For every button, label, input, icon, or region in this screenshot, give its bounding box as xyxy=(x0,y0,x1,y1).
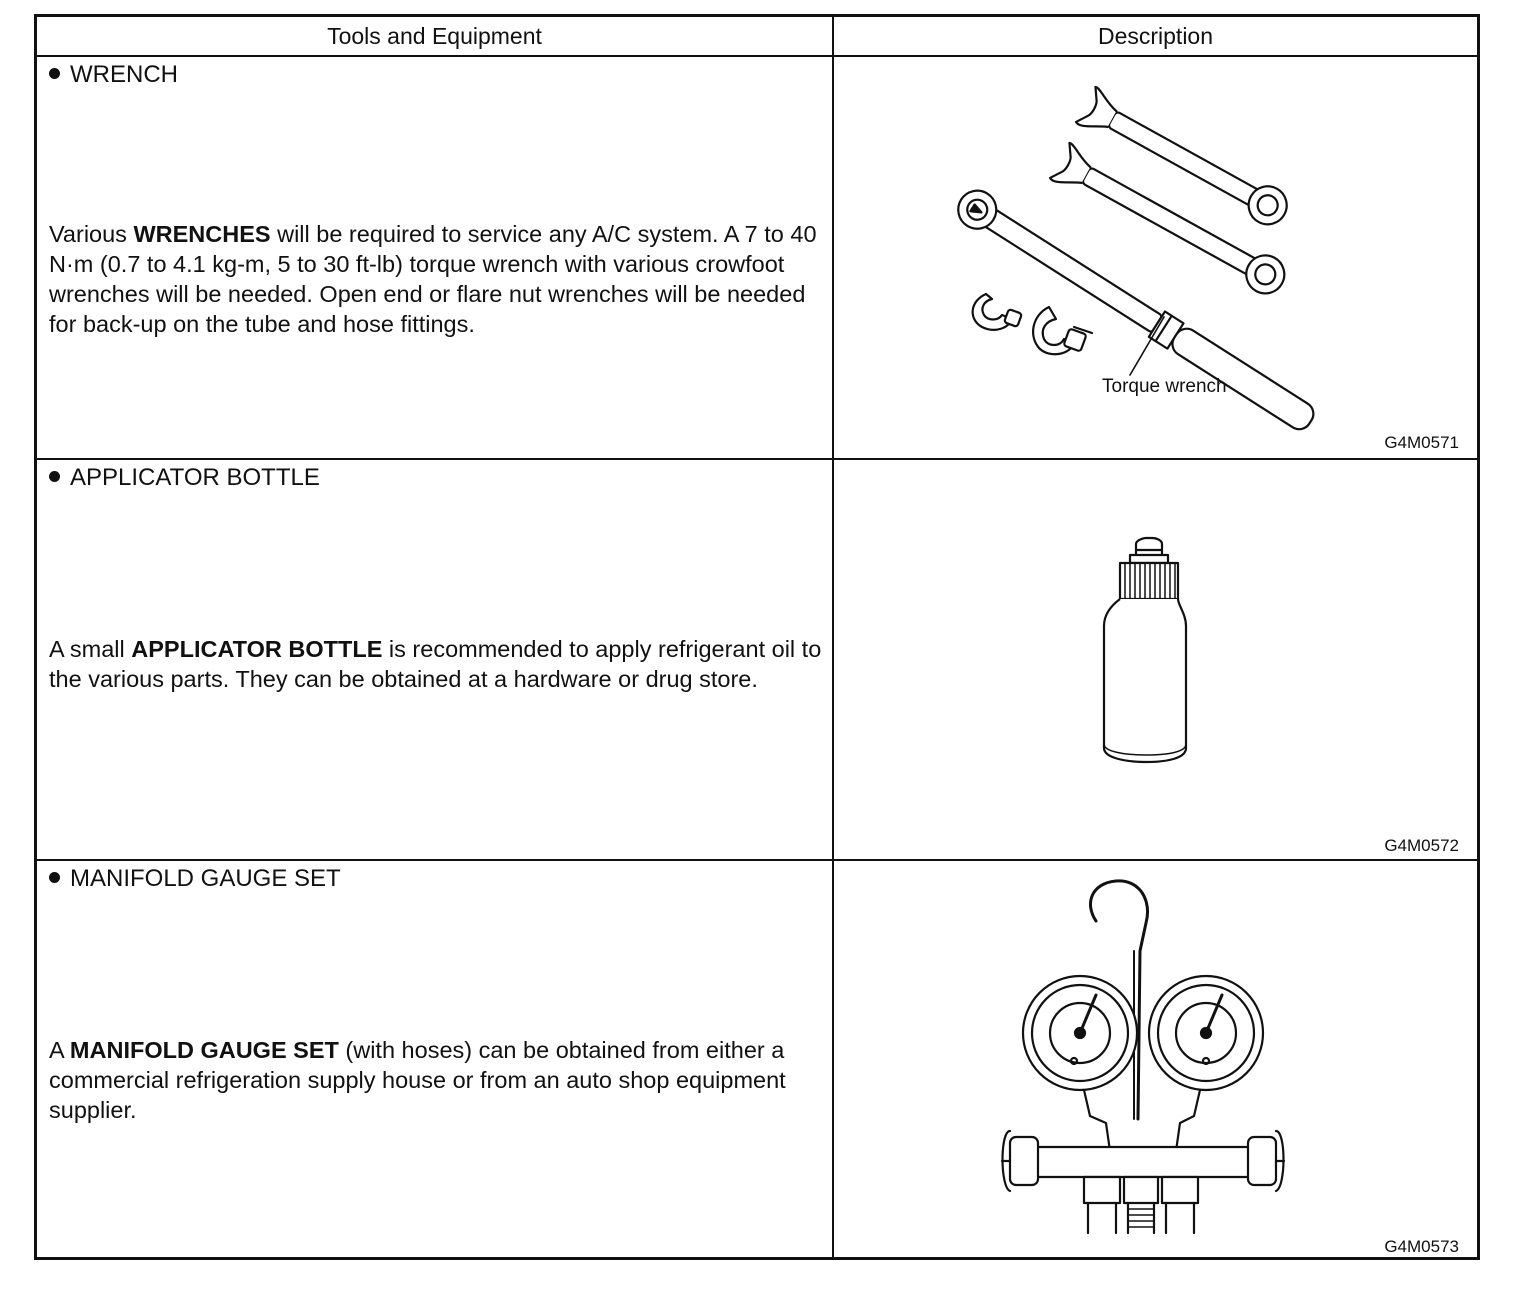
crowfoot-wrench-icon xyxy=(1033,307,1092,354)
crowfoot-wrench-icon xyxy=(973,294,1022,330)
callout-label: Torque wrench xyxy=(1102,376,1227,397)
applicator-bottle-icon xyxy=(1104,538,1186,762)
figure-code: G4M0573 xyxy=(1384,1237,1459,1256)
header-tools-and-equipment: Tools and Equipment xyxy=(327,23,542,49)
manifold-gauge-set-illustration xyxy=(834,861,1477,1260)
manifold-gauge-icon xyxy=(1002,881,1284,1233)
tool-description: Various WRENCHES will be required to service any A/C system. A 7 to 40 N·m (0.7 to 4.1 kg-m, 5 to 30 ft-lb) torque wrench with various crowfoot wrenches will be needed. Open end or flare nut wrenches will be needed for back-up on the tube and hose fittings. xyxy=(49,221,817,337)
tool-name: WRENCH xyxy=(49,61,178,89)
table-row-manifold-gauge-set xyxy=(37,861,1477,1262)
figure-code: G4M0572 xyxy=(1384,836,1459,855)
figure-code: G4M0571 xyxy=(1384,433,1459,452)
header-description: Description xyxy=(1097,23,1214,49)
tool-description: A small APPLICATOR BOTTLE is recommended to apply refrigerant oil to the various parts. They can be obtained at a hardware or drug store. xyxy=(49,636,822,692)
combination-wrench-icon xyxy=(1076,87,1295,233)
bullet-icon xyxy=(49,68,60,79)
tool-name: MANIFOLD GAUGE SET xyxy=(49,865,341,893)
bullet-icon xyxy=(49,471,60,482)
table-row-wrench xyxy=(37,57,1477,458)
table-row-applicator-bottle xyxy=(37,460,1477,861)
tools-table xyxy=(34,14,1480,1260)
wrench-set-illustration xyxy=(834,57,1477,456)
tool-description: A MANIFOLD GAUGE SET (with hoses) can be obtained from either a commercial refrigeration supply house or from an auto shop equipment supplier. xyxy=(49,1037,786,1123)
applicator-bottle-illustration xyxy=(834,460,1477,859)
bullet-icon xyxy=(49,872,60,883)
tool-name: APPLICATOR BOTTLE xyxy=(49,464,320,492)
